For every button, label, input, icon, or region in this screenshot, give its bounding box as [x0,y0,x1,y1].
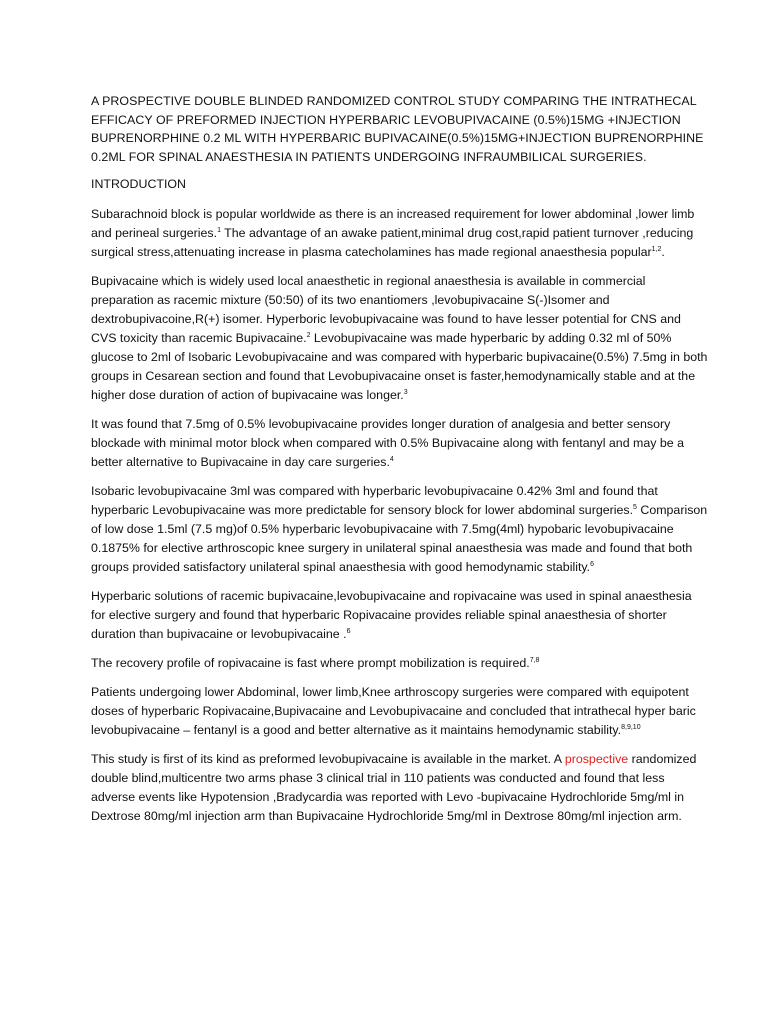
citation-5: 5 [633,503,637,511]
paragraph-3 [91,415,708,472]
citation-4: 4 [389,455,394,463]
citation-6b: 6 [346,627,351,635]
paragraph-7 [91,683,708,740]
paragraph-2-text-a: Bupivacaine which is widely used local anaesthetic in regional anaesthesia is available in commercial preparation as racemic mixture (50:50) of its two enantiomers ,levobupivacaine S(-)Isomer and dextrobupivacoine,R(+) isomer. Hyperboric levobupivacaine was found to have lesser potential for CNS and CVS toxicity than racemic Bupivacaine. [91,273,681,345]
paragraph-8 [91,750,708,826]
document-title: A PROSPECTIVE DOUBLE BLINDED RANDOMIZED CONTROL STUDY COMPARING THE INTRATHECAL EFFICACY OF PREFORMED INJECTION HYPERBARIC LEVOBUPIVACAINE (0.5%)15MG +INJECTION BUPRENORPHINE 0.2 ML WITH HYPERBARIC BUPIVACAINE(0.5%)15MG+INJECTION BUPRENORPHINE 0.2ML FOR SPINAL ANAESTHESIA IN PATIENTS UNDERGOING INFRAUMBILICAL SURGERIES. [91,94,704,164]
paragraph-8-text-a: This study is first of its kind as preformed levobupivacaine is available in the market. A [91,751,565,766]
paragraph-6 [91,654,708,673]
paragraph-1-text-b: The advantage of an awake patient,minimal drug cost,rapid patient turnover ,reducing surgical stress,attenuating increase in plasma catecholamines has made regional anaesthesia popular [91,225,694,259]
paragraph-4-text-b: Comparison of low dose 1.5ml (7.5 mg)of 0.5% hyperbaric levobupivacaine with 7.5mg(4ml) hypobaric levobupivacaine 0.1875% for elective arthroscopic knee surgery in unilateral spinal anaesthesia was made and found that both groups provided satisfactory unilateral spinal anaesthesia with good hemodynamic stability. [91,502,708,574]
citation-6: 6 [590,560,595,568]
highlighted-word: prospective [564,751,629,766]
paragraph-7-text: Patients undergoing lower Abdominal, lower limb,Knee arthroscopy surgeries were compared with equipotent doses of hyperbaric Ropivacaine,Bupivacaine and Levobupivacaine and concluded that intrathecal hyper baric levobupivacaine – fentanyl is a good and better alternative as it maintains hemodynamic stability. [91,684,696,737]
paragraph-1-text-c: . [661,244,665,259]
citation-2: 2 [306,331,311,339]
citation-7-8: 7,8 [529,656,540,664]
paragraph-1 [91,205,708,262]
paragraph-2 [91,272,708,405]
paragraph-6-text: The recovery profile of ropivacaine is fast where prompt mobilization is required. [91,655,530,670]
paragraph-4 [91,482,708,577]
paragraph-5-text: Hyperbaric solutions of racemic bupivacaine,levobupivacaine and ropivacaine was used in spinal anaesthesia for elective surgery and found that hyperbaric Ropivacaine provides reliable spinal anaesthesia of shorter duration than bupivacaine or levobupivacaine . [91,588,692,641]
citation-8-9-10: 8,9,10 [621,723,641,731]
citation-1: 1 [217,226,221,234]
citation-1-2: 1,2 [651,245,662,253]
paragraph-8-text-b: randomized double blind,multicentre two arms phase 3 clinical trial in 110 patients was conducted and found that less adverse events like Hypotension ,Bradycardia was reported with Levo -bupivacaine Hydrochloride 5mg/ml in Dextrose 80mg/ml injection arm than Bupivacaine Hydrochloride 5mg/ml in Dextrose 80mg/ml injection arm. [91,751,697,823]
paragraph-4-text-a: Isobaric levobupivacaine 3ml was compared with hyperbaric levobupivacaine 0.42% 3ml and found that hyperbaric Levobupivacaine was more predictable for sensory block for lower abdominal surgeries. [91,483,658,517]
citation-3: 3 [403,388,408,396]
section-heading-introduction: INTRODUCTION [91,177,186,192]
paragraph-1-text-a: Subarachnoid block is popular worldwide as there is an increased requirement for lower abdominal ,lower limb and perineal surgeries. [91,206,695,240]
paragraph-2-text-b: Levobupivacaine was made hyperbaric by adding 0.32 ml of 50% glucose to 2ml of Isobaric Levobupivacaine and was compared with hyperbaric bupivacaine(0.5%) 7.5mg in both groups in Cesarean section and found that Levobupivacaine onset is faster,hemodynamically stable and at the higher dose duration of action of bupivacaine was longer. [91,330,708,402]
paragraph-5 [91,587,708,644]
paragraph-3-text: It was found that 7.5mg of 0.5% levobupivacaine provides longer duration of analgesia and better sensory blockade with minimal motor block when compared with 0.5% Bupivacaine along with fentanyl and may be a better alternative to Bupivacaine in day care surgeries. [91,416,685,469]
